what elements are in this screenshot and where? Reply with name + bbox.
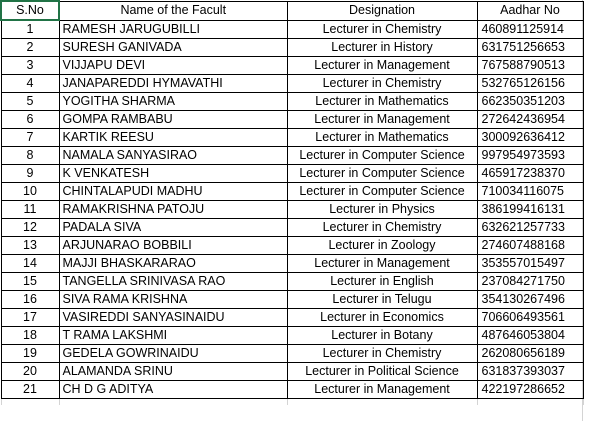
name-cell[interactable]: MAJJI BHASKARARAO [59,255,287,273]
sno-cell[interactable]: 17 [1,309,59,327]
aadhar-cell[interactable]: 465917238370 [477,165,583,183]
name-cell[interactable]: CHINTALAPUDI MADHU [59,183,287,201]
aadhar-cell[interactable]: 767588790513 [477,57,583,75]
table-row [1,363,583,381]
name-cell[interactable]: T RAMA LAKSHMI [59,327,287,345]
aadhar-cell[interactable]: 710034116075 [477,183,583,201]
table-row [1,381,583,399]
aadhar-cell[interactable]: 272642436954 [477,111,583,129]
header-row [1,1,583,20]
name-cell[interactable]: SURESH GANIVADA [59,39,287,57]
table-row [1,57,583,75]
designation-cell[interactable]: Lecturer in Zoology [287,237,477,255]
name-cell[interactable]: YOGITHA SHARMA [59,93,287,111]
name-cell[interactable]: JANAPAREDDI HYMAVATHI [59,75,287,93]
aadhar-cell[interactable]: 274607488168 [477,237,583,255]
table-row [1,255,583,273]
aadhar-cell[interactable]: 631837393037 [477,363,583,381]
designation-cell[interactable]: Lecturer in History [287,39,477,57]
name-cell[interactable]: TANGELLA SRINIVASA RAO [59,273,287,291]
designation-cell[interactable]: Lecturer in Chemistry [287,20,477,39]
empty-row [1,399,583,405]
table-row [1,183,583,201]
name-cell[interactable]: KARTIK REESU [59,129,287,147]
table-row [1,129,583,147]
aadhar-cell[interactable]: 997954973593 [477,147,583,165]
empty-cell[interactable] [477,399,583,405]
sno-cell[interactable]: 16 [1,291,59,309]
name-cell[interactable]: ARJUNARAO BOBBILI [59,237,287,255]
designation-cell[interactable]: Lecturer in Management [287,255,477,273]
header-designation-cell[interactable]: Designation [287,1,477,20]
aadhar-cell[interactable]: 300092636412 [477,129,583,147]
empty-cell[interactable] [59,399,287,405]
sno-cell[interactable]: 18 [1,327,59,345]
name-cell[interactable]: GEDELA GOWRINAIDU [59,345,287,363]
sno-cell[interactable]: 7 [1,129,59,147]
designation-cell[interactable]: Lecturer in Botany [287,327,477,345]
name-cell[interactable]: K VENKATESH [59,165,287,183]
sno-cell[interactable]: 1 [1,20,59,39]
designation-cell[interactable]: Lecturer in Computer Science [287,183,477,201]
table-row [1,75,583,93]
designation-cell[interactable]: Lecturer in Management [287,57,477,75]
sno-cell[interactable]: 14 [1,255,59,273]
sno-cell[interactable]: 5 [1,93,59,111]
name-cell[interactable]: NAMALA SANYASIRAO [59,147,287,165]
sno-cell[interactable]: 6 [1,111,59,129]
empty-cell[interactable] [1,399,59,405]
designation-cell[interactable]: Lecturer in Management [287,111,477,129]
name-cell[interactable]: PADALA SIVA [59,219,287,237]
table-row [1,147,583,165]
name-cell[interactable]: VIJJAPU DEVI [59,57,287,75]
sno-cell[interactable]: 19 [1,345,59,363]
aadhar-cell[interactable]: 706606493561 [477,309,583,327]
sno-cell[interactable]: 4 [1,75,59,93]
aadhar-cell[interactable]: 631751256653 [477,39,583,57]
aadhar-cell[interactable]: 262080656189 [477,345,583,363]
table-row [1,219,583,237]
sno-cell[interactable]: 20 [1,363,59,381]
table-row [1,291,583,309]
header-aadhar-cell[interactable]: Aadhar No [477,1,583,20]
sheet-gridline [582,0,600,421]
aadhar-cell[interactable]: 353557015497 [477,255,583,273]
name-cell[interactable]: ALAMANDA SRINU [59,363,287,381]
sno-cell[interactable]: 11 [1,201,59,219]
name-cell[interactable]: SIVA RAMA KRISHNA [59,291,287,309]
name-cell[interactable]: GOMPA RAMBABU [59,111,287,129]
designation-cell[interactable]: Lecturer in Economics [287,309,477,327]
sno-cell[interactable]: 8 [1,147,59,165]
aadhar-cell[interactable]: 632621257733 [477,219,583,237]
aadhar-cell[interactable]: 386199416131 [477,201,583,219]
aadhar-cell[interactable]: 354130267496 [477,291,583,309]
designation-cell[interactable]: Lecturer in Chemistry [287,345,477,363]
aadhar-cell[interactable]: 662350351203 [477,93,583,111]
sno-cell[interactable]: 15 [1,273,59,291]
designation-cell[interactable]: Lecturer in Computer Science [287,147,477,165]
designation-cell[interactable]: Lecturer in Political Science [287,363,477,381]
table-row [1,309,583,327]
empty-cell[interactable] [287,399,477,405]
designation-cell[interactable]: Lecturer in Telugu [287,291,477,309]
designation-cell[interactable]: Lecturer in Mathematics [287,93,477,111]
sno-cell[interactable]: 10 [1,183,59,201]
table-row [1,201,583,219]
header-name-cell[interactable]: Name of the Facult [59,1,287,20]
table-row [1,20,583,39]
aadhar-cell[interactable]: 532765126156 [477,75,583,93]
table-row [1,273,583,291]
header-sno-cell[interactable]: S.No [1,1,59,20]
aadhar-cell[interactable]: 487646053804 [477,327,583,345]
sno-cell[interactable]: 12 [1,219,59,237]
designation-cell[interactable]: Lecturer in Chemistry [287,219,477,237]
name-cell[interactable]: VASIREDDI SANYASINAIDU [59,309,287,327]
designation-cell[interactable]: Lecturer in English [287,273,477,291]
table-row [1,327,583,345]
designation-cell[interactable]: Lecturer in Chemistry [287,75,477,93]
sno-cell[interactable]: 21 [1,381,59,399]
table-row [1,39,583,57]
sno-cell[interactable]: 13 [1,237,59,255]
name-cell[interactable]: RAMESH JARUGUBILLI [59,20,287,39]
designation-cell[interactable]: Lecturer in Management [287,381,477,399]
sno-cell[interactable]: 3 [1,57,59,75]
table-row [1,111,583,129]
table-row [1,345,583,363]
aadhar-cell[interactable]: 460891125914 [477,20,583,39]
aadhar-cell[interactable]: 422197286652 [477,381,583,399]
table-row [1,237,583,255]
table-row [1,93,583,111]
table-body [1,20,583,405]
table-row [1,165,583,183]
name-cell[interactable]: RAMAKRISHNA PATOJU [59,201,287,219]
sno-cell[interactable]: 2 [1,39,59,57]
designation-cell[interactable]: Lecturer in Mathematics [287,129,477,147]
aadhar-cell[interactable]: 237084271750 [477,273,583,291]
sno-cell[interactable]: 9 [1,165,59,183]
designation-cell[interactable]: Lecturer in Computer Science [287,165,477,183]
name-cell[interactable]: CH D G ADITYA [59,381,287,399]
designation-cell[interactable]: Lecturer in Physics [287,201,477,219]
